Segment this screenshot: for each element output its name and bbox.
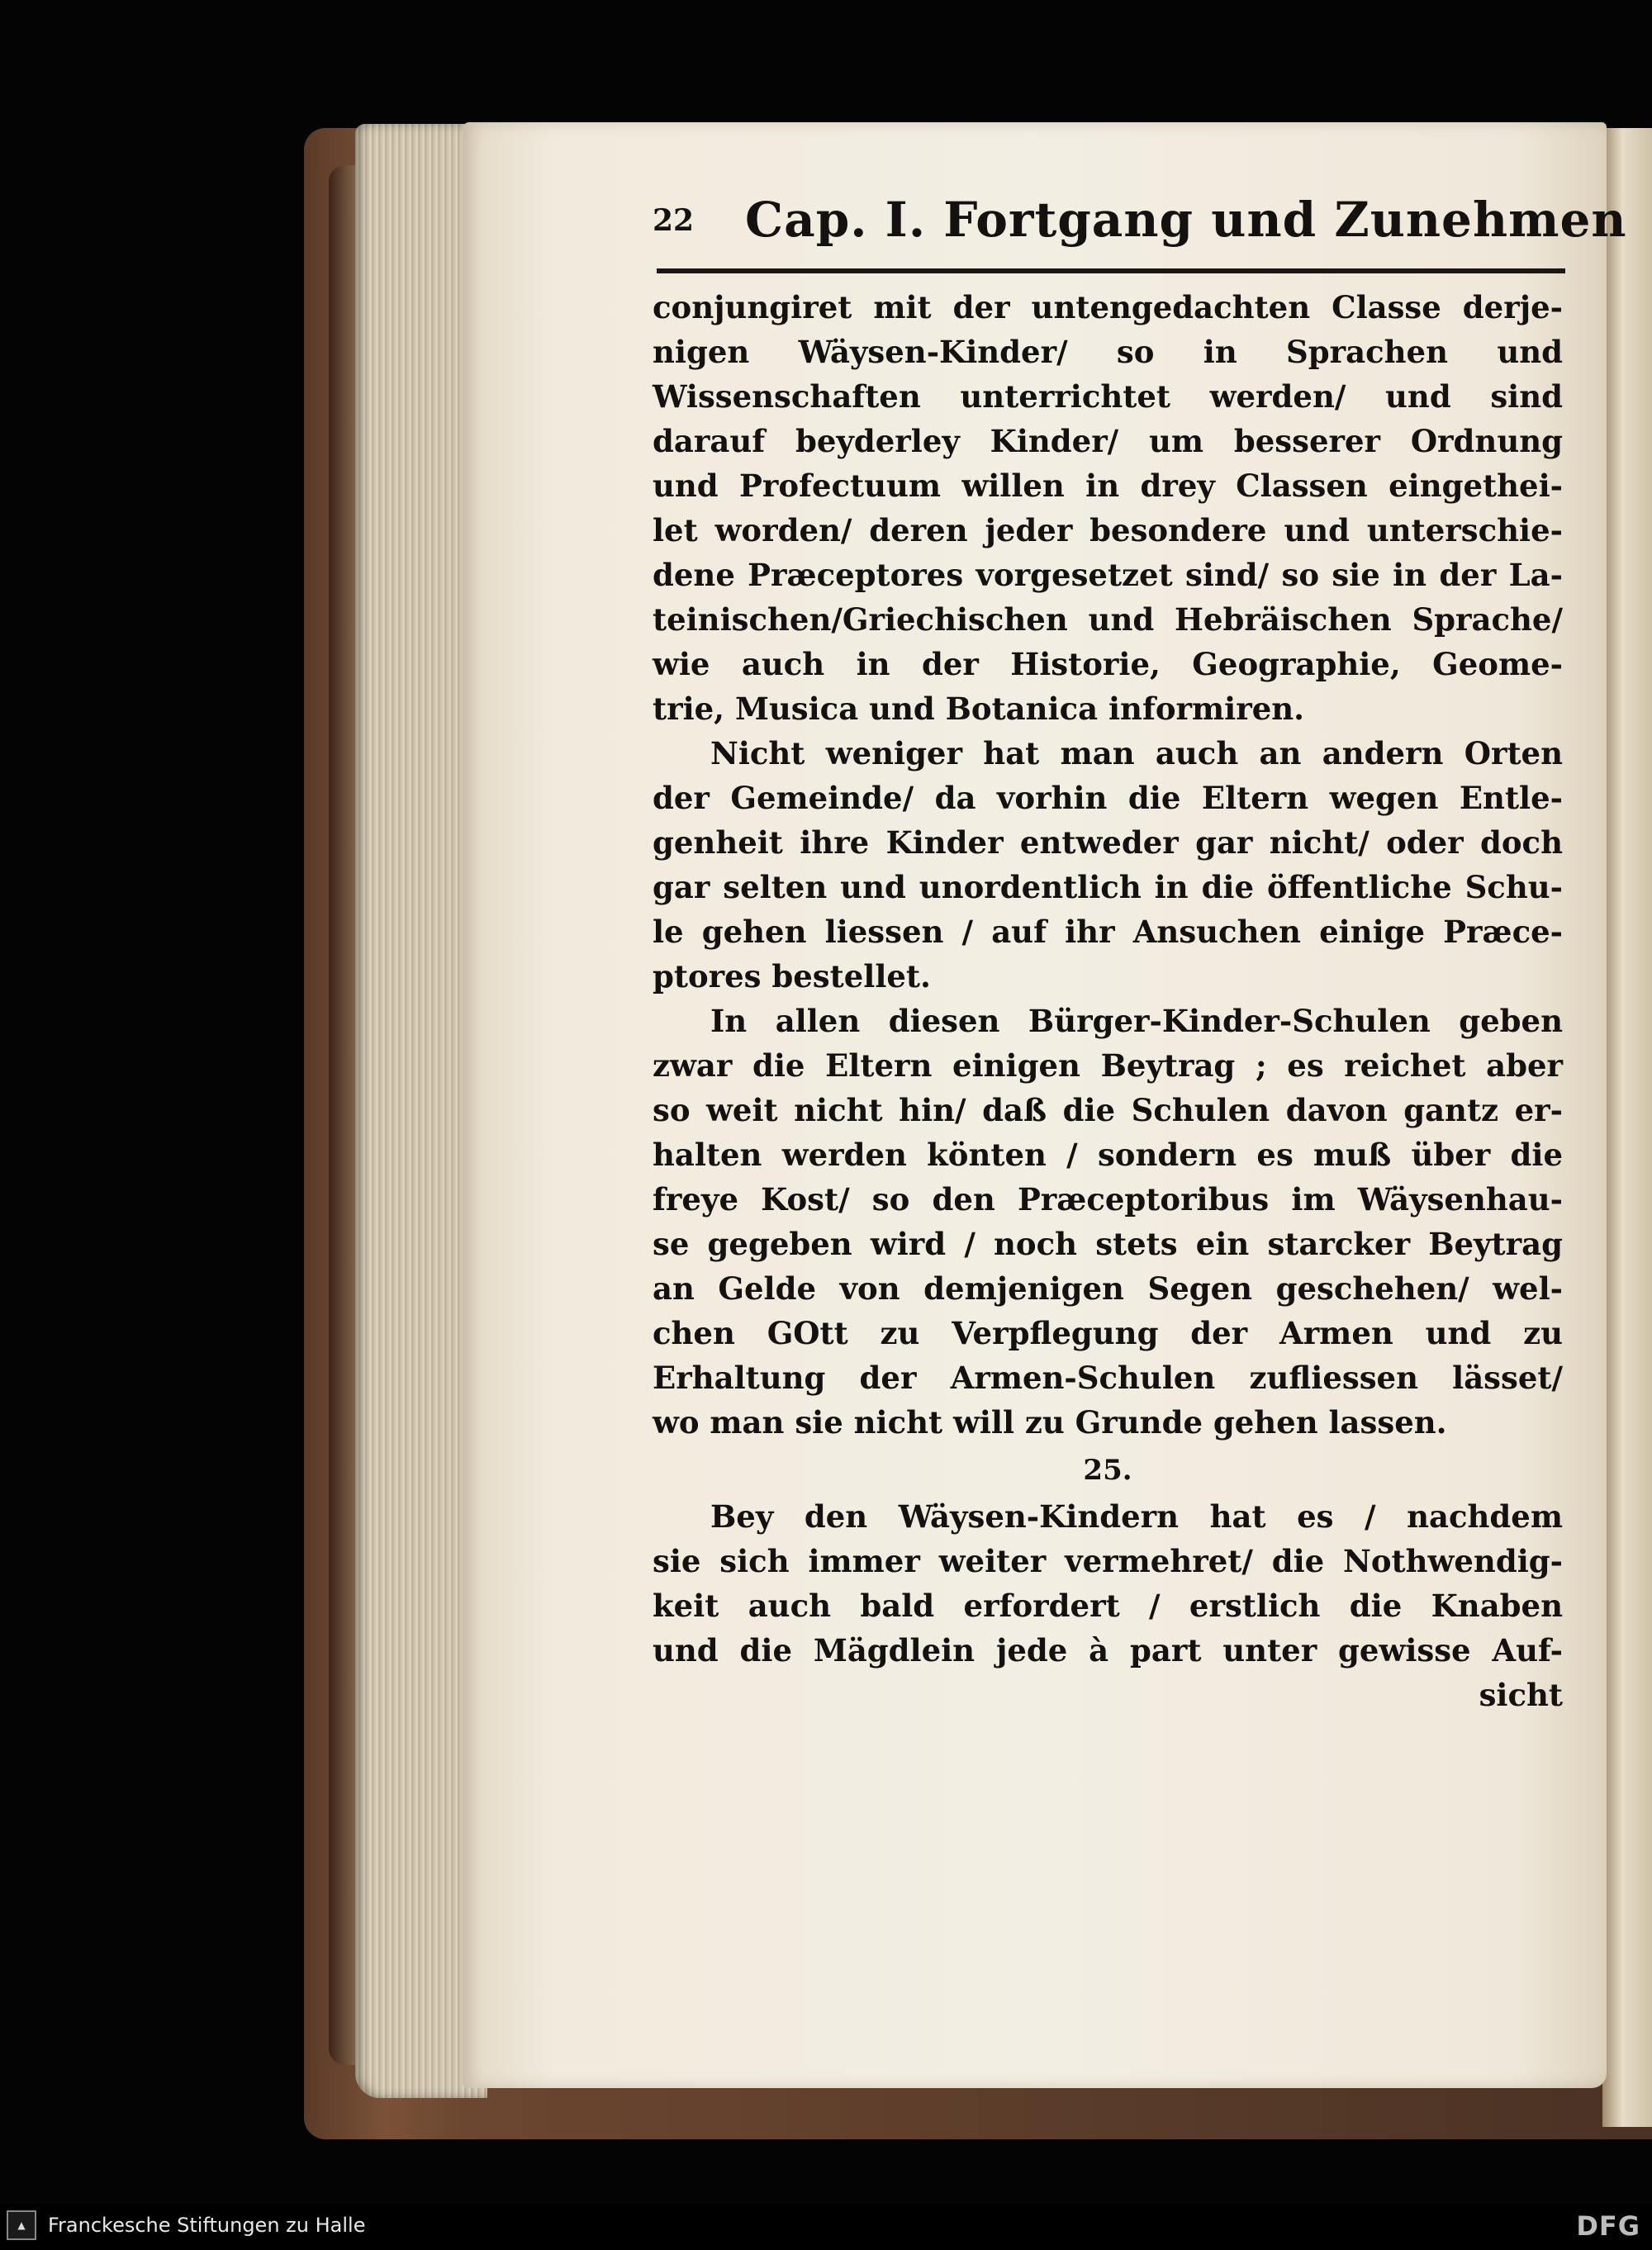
text-line: conjungiret mit der untengedachten Classe derje- bbox=[653, 289, 1563, 325]
text-line: keit auch bald erfordert / erstlich die Knaben bbox=[653, 1588, 1563, 1624]
text-line: se gegeben wird / noch stets ein starcker Beytrag bbox=[653, 1226, 1563, 1262]
text-line: wie auch in der Historie, Geographie, Geome- bbox=[653, 646, 1563, 682]
text-line: nigen Wäysen-Kinder/ so in Sprachen und bbox=[653, 334, 1563, 370]
text-line: Bey den Wäysen-Kindern hat es / nachdem bbox=[710, 1498, 1563, 1535]
chapter-title: Cap. I. Fortgang und Zunehmen bbox=[745, 192, 1627, 248]
text-line: le gehen liessen / auf ihr Ansuchen einige Præce- bbox=[653, 914, 1563, 950]
header-rule bbox=[657, 268, 1565, 273]
running-head bbox=[653, 192, 1627, 249]
text-line: teinischen/Griechischen und Hebräischen Sprache/ bbox=[653, 601, 1563, 638]
text-line: Wissenschaften unterrichtet werden/ und sind bbox=[653, 378, 1563, 415]
text-line: halten werden könten / sondern es muß über die bbox=[653, 1137, 1563, 1173]
text-line: wo man sie nicht will zu Grunde gehen lassen. bbox=[653, 1404, 1447, 1441]
viewer-footer bbox=[0, 2204, 1652, 2250]
text-line: zwar die Eltern einigen Beytrag ; es reichet aber bbox=[653, 1047, 1563, 1084]
page-number: 22 bbox=[653, 203, 695, 238]
text-line: dene Præceptores vorgesetzet sind/ so sie in der La- bbox=[653, 557, 1563, 593]
text-line: und die Mägdlein jede à part unter gewisse Auf- bbox=[653, 1632, 1563, 1669]
catchword: sicht bbox=[1479, 1677, 1563, 1713]
dfg-logo: DFG bbox=[1576, 2210, 1640, 2242]
section-number: 25. bbox=[1083, 1454, 1132, 1487]
text-line: an Gelde von demjenigen Segen geschehen/ wel- bbox=[653, 1270, 1563, 1307]
text-line: Erhaltung der Armen-Schulen zufliessen lässet/ bbox=[653, 1360, 1563, 1396]
page-text bbox=[653, 285, 1569, 1717]
institution-logo-icon: ▲ bbox=[7, 2210, 36, 2240]
text-line: freye Kost/ so den Præceptoribus im Wäysenhau- bbox=[653, 1181, 1563, 1218]
institution-label: Franckesche Stiftungen zu Halle bbox=[48, 2214, 366, 2237]
text-line: trie, Musica und Botanica informiren. bbox=[653, 691, 1305, 727]
text-line: let worden/ deren jeder besondere und unterschie- bbox=[653, 512, 1563, 548]
text-line: sie sich immer weiter vermehret/ die Nothwendig- bbox=[653, 1543, 1563, 1579]
facing-page-edge bbox=[1602, 128, 1652, 2127]
text-line: genheit ihre Kinder entweder gar nicht/ oder doch bbox=[653, 824, 1563, 861]
text-line: gar selten und unordentlich in die öffentliche Schu- bbox=[653, 869, 1563, 905]
text-line: darauf beyderley Kinder/ um besserer Ordnung bbox=[653, 423, 1563, 459]
text-line: der Gemeinde/ da vorhin die Eltern wegen Entle- bbox=[653, 780, 1563, 816]
text-line: Nicht weniger hat man auch an andern Orten bbox=[710, 735, 1563, 771]
text-line: ptores bestellet. bbox=[653, 958, 931, 994]
text-line: und Profectuum willen in drey Classen eingethei- bbox=[653, 468, 1563, 504]
text-line: so weit nicht hin/ daß die Schulen davon gantz er- bbox=[653, 1092, 1563, 1128]
text-line: In allen diesen Bürger-Kinder-Schulen geben bbox=[710, 1003, 1563, 1039]
text-line: chen GOtt zu Verpflegung der Armen und zu bbox=[653, 1315, 1563, 1351]
